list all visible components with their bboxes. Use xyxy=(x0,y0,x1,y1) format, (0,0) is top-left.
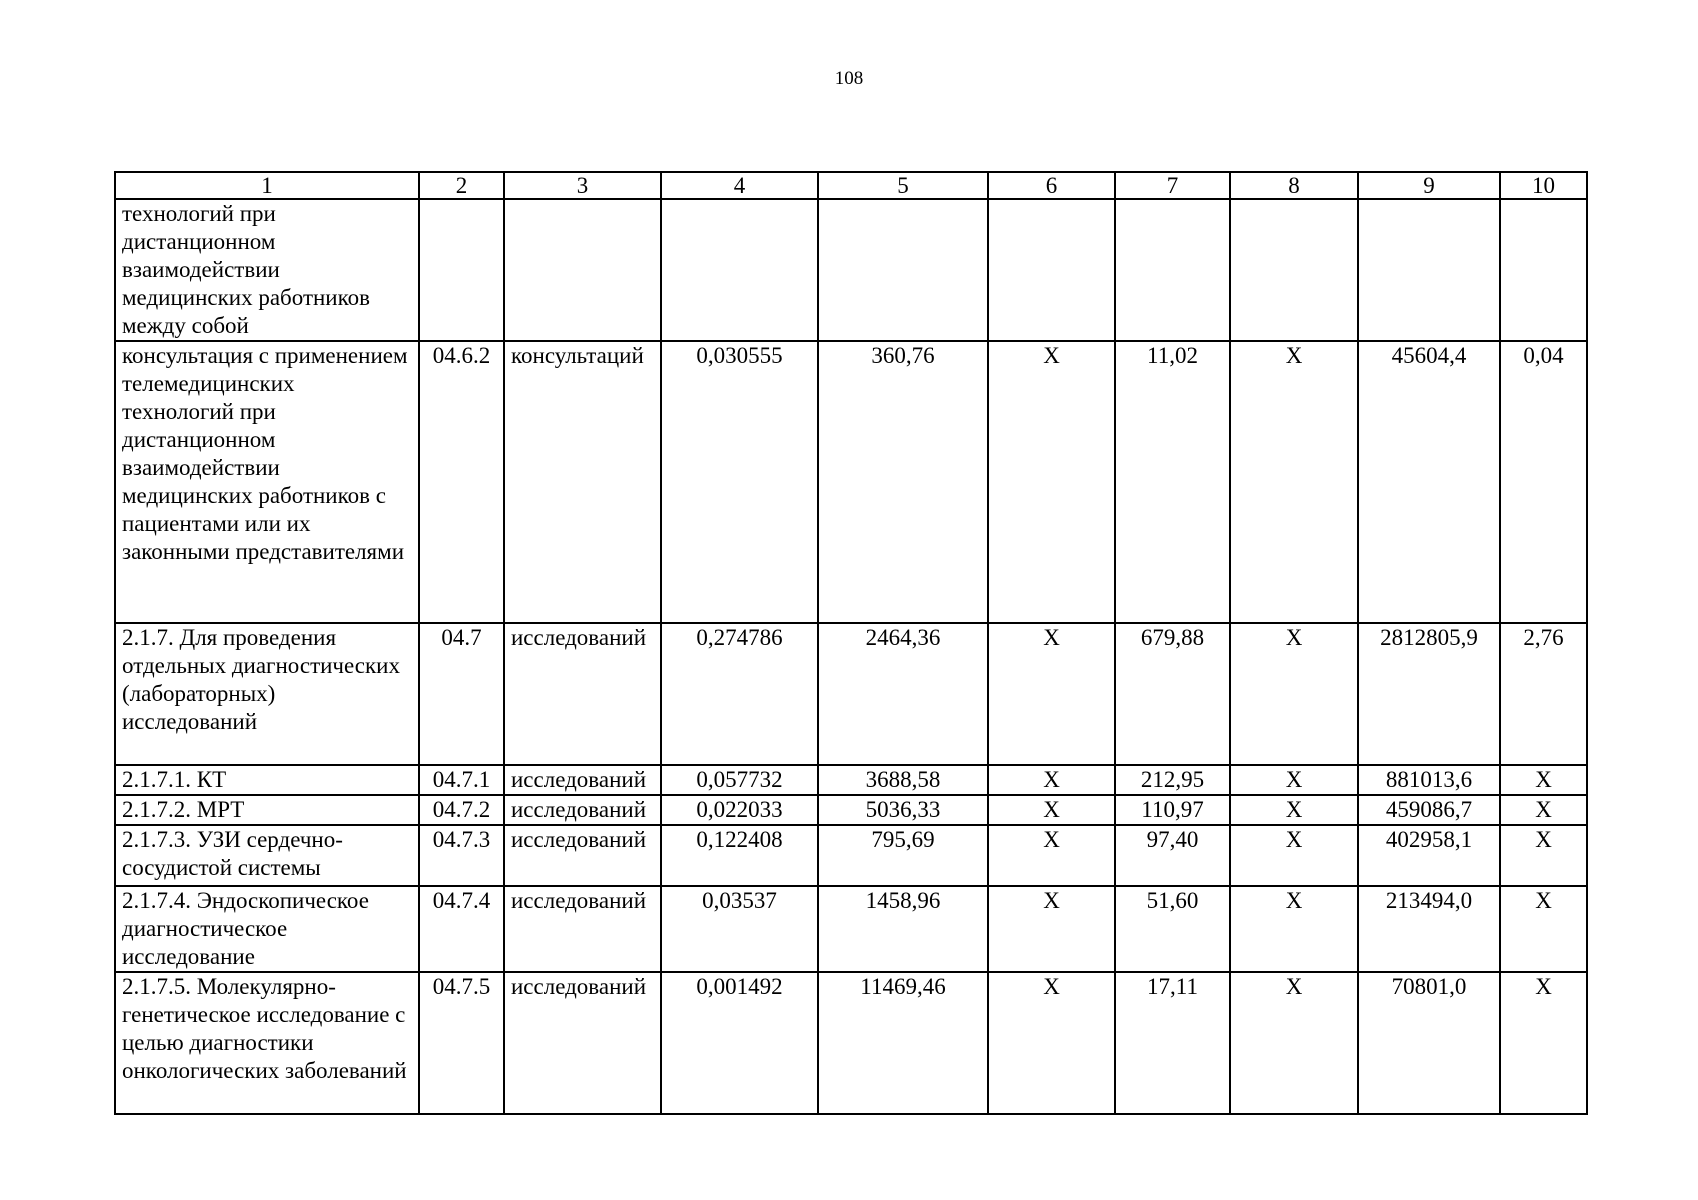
row-code-cell: 04.7.4 xyxy=(419,886,504,972)
row-unit-cell: исследований xyxy=(504,825,661,886)
row-name-cell: 2.1.7.5. Молекулярно-генетическое исследование с целью диагностики онкологических заболеваний xyxy=(115,972,419,1114)
row-name-cell: 2.1.7. Для проведения отдельных диагностических (лабораторных) исследований xyxy=(115,623,419,765)
row-value-cell: 679,88 xyxy=(1115,623,1230,765)
row-value-cell: X xyxy=(1500,765,1587,795)
row-value-cell: 0,03537 xyxy=(661,886,818,972)
row-value-cell: X xyxy=(988,623,1115,765)
row-value-cell: 0,04 xyxy=(1500,341,1587,623)
header-cell: 8 xyxy=(1230,172,1358,199)
row-value-cell: X xyxy=(1500,886,1587,972)
row-value-cell: X xyxy=(988,972,1115,1114)
row-value-cell: 2812805,9 xyxy=(1358,623,1500,765)
header-cell: 3 xyxy=(504,172,661,199)
row-value-cell: 881013,6 xyxy=(1358,765,1500,795)
row-code-cell: 04.7.1 xyxy=(419,765,504,795)
row-name-cell: 2.1.7.2. МРТ xyxy=(115,795,419,825)
row-value-cell: X xyxy=(1230,825,1358,886)
row-unit-cell: исследований xyxy=(504,886,661,972)
row-value-cell: 0,001492 xyxy=(661,972,818,1114)
row-unit-cell: исследований xyxy=(504,795,661,825)
row-code-cell: 04.7.2 xyxy=(419,795,504,825)
row-code-cell: 04.7.5 xyxy=(419,972,504,1114)
header-cell: 1 xyxy=(115,172,419,199)
row-code-cell xyxy=(419,199,504,341)
row-name-cell: 2.1.7.1. КТ xyxy=(115,765,419,795)
row-value-cell: X xyxy=(988,795,1115,825)
row-value-cell: 3688,58 xyxy=(818,765,988,795)
row-value-cell: 0,022033 xyxy=(661,795,818,825)
table-row xyxy=(115,623,1587,765)
row-unit-cell: исследований xyxy=(504,765,661,795)
row-value-cell xyxy=(988,199,1115,341)
row-value-cell: 11,02 xyxy=(1115,341,1230,623)
row-value-cell: 0,122408 xyxy=(661,825,818,886)
row-value-cell: 2,76 xyxy=(1500,623,1587,765)
row-value-cell xyxy=(661,199,818,341)
row-value-cell: X xyxy=(1230,972,1358,1114)
header-cell: 7 xyxy=(1115,172,1230,199)
row-name-cell: консультация с применением телемедицинских технологий при дистанционном взаимодействии медицинских работников с пациентами или их законными представителями xyxy=(115,341,419,623)
row-value-cell: 97,40 xyxy=(1115,825,1230,886)
row-unit-cell: консультаций xyxy=(504,341,661,623)
row-value-cell: X xyxy=(988,886,1115,972)
row-value-cell: X xyxy=(988,765,1115,795)
row-value-cell: 17,11 xyxy=(1115,972,1230,1114)
table-row xyxy=(115,765,1587,795)
row-value-cell: X xyxy=(1230,623,1358,765)
header-cell: 5 xyxy=(818,172,988,199)
row-value-cell: 795,69 xyxy=(818,825,988,886)
row-value-cell: 0,057732 xyxy=(661,765,818,795)
row-value-cell xyxy=(1500,199,1587,341)
row-value-cell: 402958,1 xyxy=(1358,825,1500,886)
header-cell: 4 xyxy=(661,172,818,199)
table-row xyxy=(115,886,1587,972)
row-name-cell: 2.1.7.3. УЗИ сердечно-сосудистой системы xyxy=(115,825,419,886)
row-value-cell: X xyxy=(1230,795,1358,825)
row-value-cell: 45604,4 xyxy=(1358,341,1500,623)
row-name-cell: технологий при дистанционном взаимодействии медицинских работников между собой xyxy=(115,199,419,341)
row-value-cell: 1458,96 xyxy=(818,886,988,972)
row-value-cell xyxy=(1230,199,1358,341)
row-code-cell: 04.6.2 xyxy=(419,341,504,623)
row-value-cell: 110,97 xyxy=(1115,795,1230,825)
row-value-cell: X xyxy=(1230,886,1358,972)
row-value-cell: 213494,0 xyxy=(1358,886,1500,972)
header-cell: 6 xyxy=(988,172,1115,199)
row-value-cell: 0,274786 xyxy=(661,623,818,765)
table-header-row xyxy=(115,172,1587,199)
row-unit-cell: исследований xyxy=(504,623,661,765)
table-row xyxy=(115,199,1587,341)
row-value-cell xyxy=(1115,199,1230,341)
header-cell: 9 xyxy=(1358,172,1500,199)
row-code-cell: 04.7.3 xyxy=(419,825,504,886)
table-row xyxy=(115,825,1587,886)
page-number: 108 xyxy=(834,68,864,89)
row-unit-cell: исследований xyxy=(504,972,661,1114)
row-value-cell: 5036,33 xyxy=(818,795,988,825)
row-value-cell: X xyxy=(1500,795,1587,825)
row-value-cell: X xyxy=(1500,972,1587,1114)
row-unit-cell xyxy=(504,199,661,341)
row-value-cell xyxy=(818,199,988,341)
row-value-cell: 0,030555 xyxy=(661,341,818,623)
table-row xyxy=(115,972,1587,1114)
row-value-cell: 2464,36 xyxy=(818,623,988,765)
data-table xyxy=(114,171,1588,1115)
row-value-cell: 459086,7 xyxy=(1358,795,1500,825)
row-value-cell: 51,60 xyxy=(1115,886,1230,972)
row-value-cell: X xyxy=(988,825,1115,886)
row-value-cell: X xyxy=(1230,341,1358,623)
header-cell: 10 xyxy=(1500,172,1587,199)
row-value-cell: 70801,0 xyxy=(1358,972,1500,1114)
row-value-cell: 212,95 xyxy=(1115,765,1230,795)
row-value-cell: X xyxy=(1500,825,1587,886)
row-value-cell: X xyxy=(988,341,1115,623)
table-row xyxy=(115,795,1587,825)
row-code-cell: 04.7 xyxy=(419,623,504,765)
row-name-cell: 2.1.7.4. Эндоскопическое диагностическое исследование xyxy=(115,886,419,972)
row-value-cell: X xyxy=(1230,765,1358,795)
table-row xyxy=(115,341,1587,623)
row-value-cell: 11469,46 xyxy=(818,972,988,1114)
header-cell: 2 xyxy=(419,172,504,199)
row-value-cell: 360,76 xyxy=(818,341,988,623)
row-value-cell xyxy=(1358,199,1500,341)
